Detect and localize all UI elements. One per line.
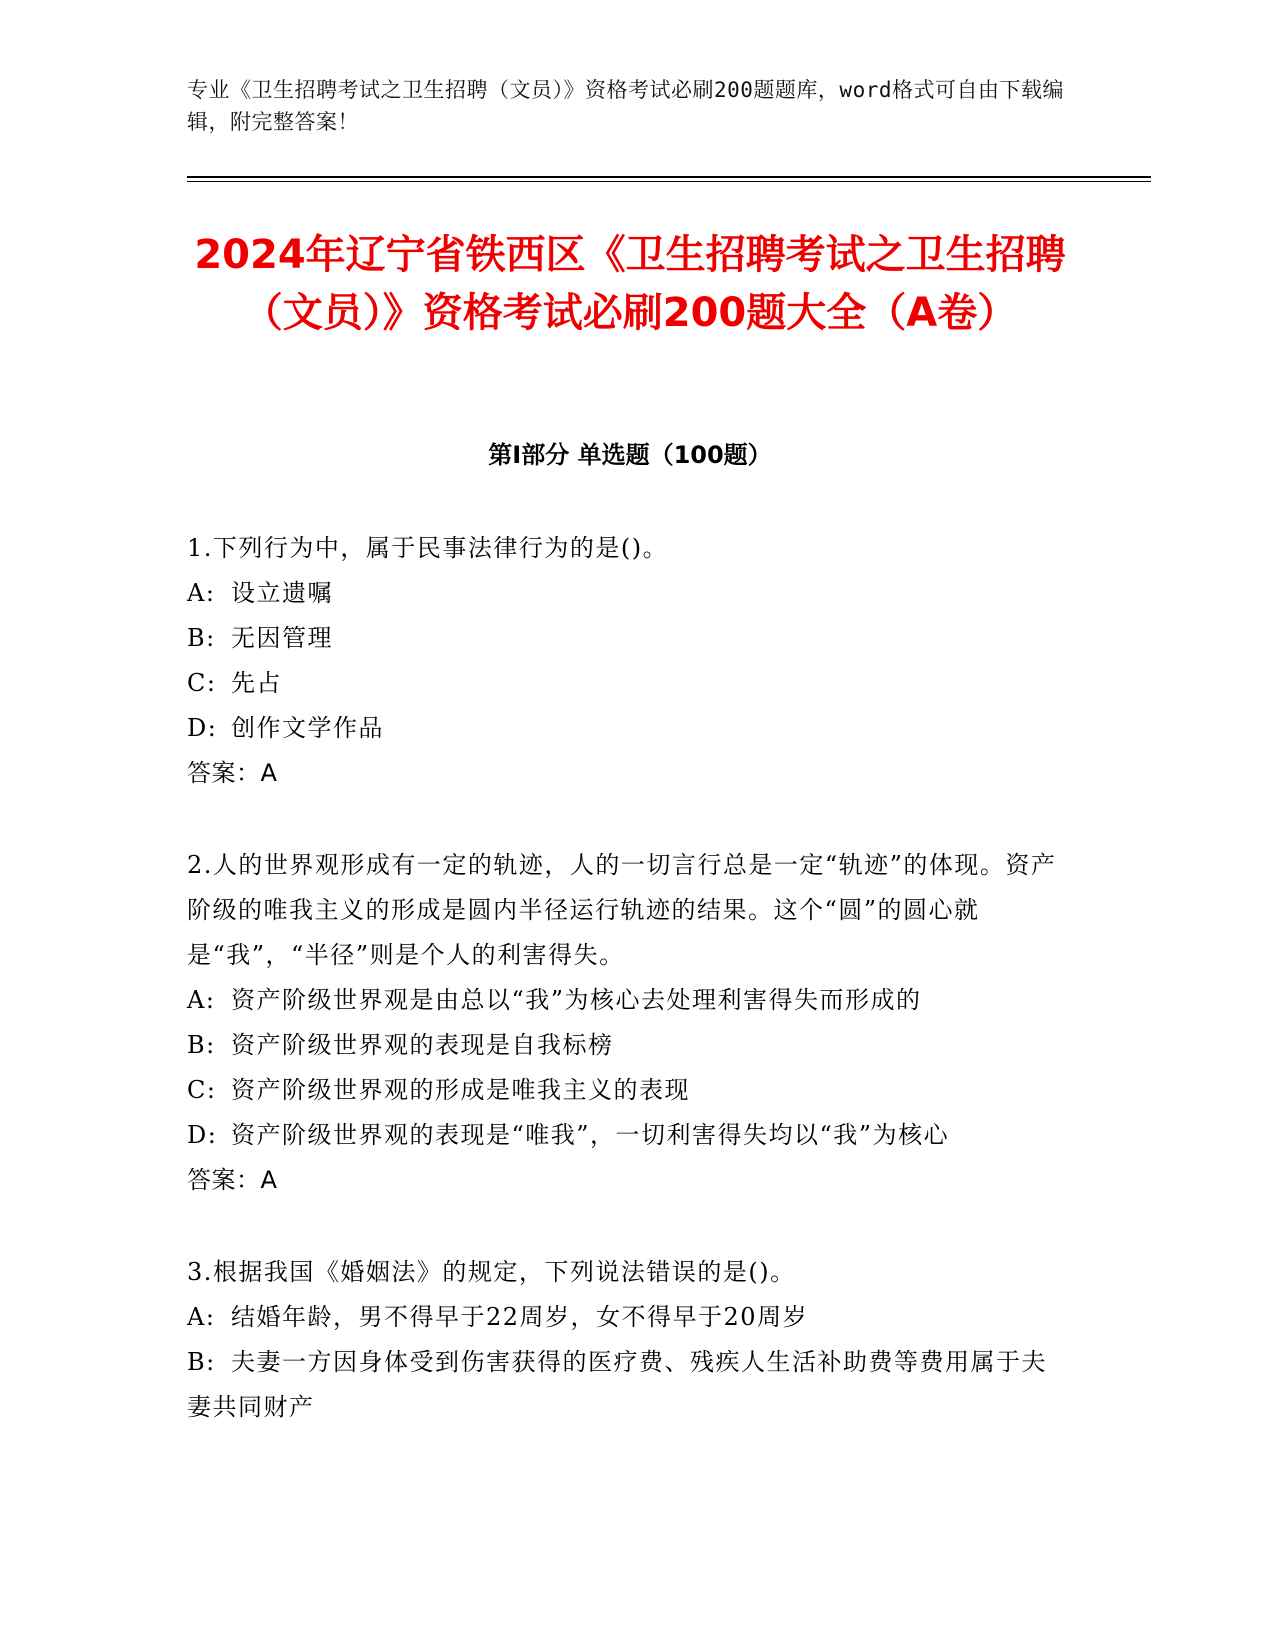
option-text: 资产阶级世界观的表现是“唯我”，一切利害得失均以“我”为核心 <box>231 1121 950 1149</box>
answer-line: 答案：A <box>187 1166 278 1194</box>
option-letter: C: <box>187 1076 217 1104</box>
option-letter: A: <box>187 986 216 1014</box>
document-title: 2024年辽宁省铁西区《卫生招聘考试之卫生招聘（文员）》资格考试必刷200题大全（A卷） <box>194 232 1066 336</box>
option-letter: D: <box>187 714 218 742</box>
option-letter: B: <box>187 1348 216 1376</box>
option-letter: A: <box>187 579 216 607</box>
question-1 <box>187 526 1067 796</box>
question-2 <box>187 843 1067 1203</box>
option-letter: D: <box>187 1121 218 1149</box>
option-letter: B: <box>187 1031 216 1059</box>
option-a <box>187 571 1067 616</box>
header-note: 专业《卫生招聘考试之卫生招聘（文员）》资格考试必刷200题题库，word格式可自由下载编辑，附完整答案！ <box>187 78 1064 134</box>
option-text: 结婚年龄，男不得早于22周岁，女不得早于20周岁 <box>231 1303 809 1331</box>
option-text: 资产阶级世界观是由总以“我”为核心去处理利害得失而形成的 <box>231 986 922 1014</box>
option-text: 创作文学作品 <box>231 714 384 742</box>
question-3 <box>187 1250 1067 1430</box>
option-letter: B: <box>187 624 216 652</box>
option-a <box>187 978 1067 1023</box>
option-b <box>187 1023 1067 1068</box>
option-text: 设立遗嘱 <box>231 579 333 607</box>
question-list <box>187 526 1067 1477</box>
header-divider-thin <box>187 181 1151 182</box>
option-text: 先占 <box>231 669 282 697</box>
header-divider-thick <box>187 176 1151 178</box>
option-a <box>187 1295 1067 1340</box>
option-letter: C: <box>187 669 217 697</box>
option-c <box>187 1068 1067 1113</box>
option-d <box>187 1113 1067 1158</box>
option-text: 资产阶级世界观的形成是唯我主义的表现 <box>231 1076 690 1104</box>
question-stem: 3.根据我国《婚姻法》的规定，下列说法错误的是()。 <box>187 1258 796 1286</box>
option-b <box>187 1340 1067 1430</box>
option-b <box>187 616 1067 661</box>
option-d <box>187 706 1067 751</box>
question-stem: 1.下列行为中，属于民事法律行为的是()。 <box>187 534 669 562</box>
option-letter: A: <box>187 1303 216 1331</box>
answer-line: 答案：A <box>187 759 278 787</box>
option-text: 夫妻一方因身体受到伤害获得的医疗费、残疾人生活补助费等费用属于夫妻共同财产 <box>187 1348 1047 1421</box>
question-stem: 2.人的世界观形成有一定的轨迹，人的一切言行总是一定“轨迹”的体现。资产阶级的唯我主义的形成是圆内半径运行轨迹的结果。这个“圆”的圆心就是“我”，“半径”则是个人的利害得失。 <box>187 851 1057 969</box>
option-text: 资产阶级世界观的表现是自我标榜 <box>231 1031 614 1059</box>
option-c <box>187 661 1067 706</box>
option-text: 无因管理 <box>231 624 333 652</box>
section-title: 第I部分 单选题（100题） <box>488 441 772 469</box>
